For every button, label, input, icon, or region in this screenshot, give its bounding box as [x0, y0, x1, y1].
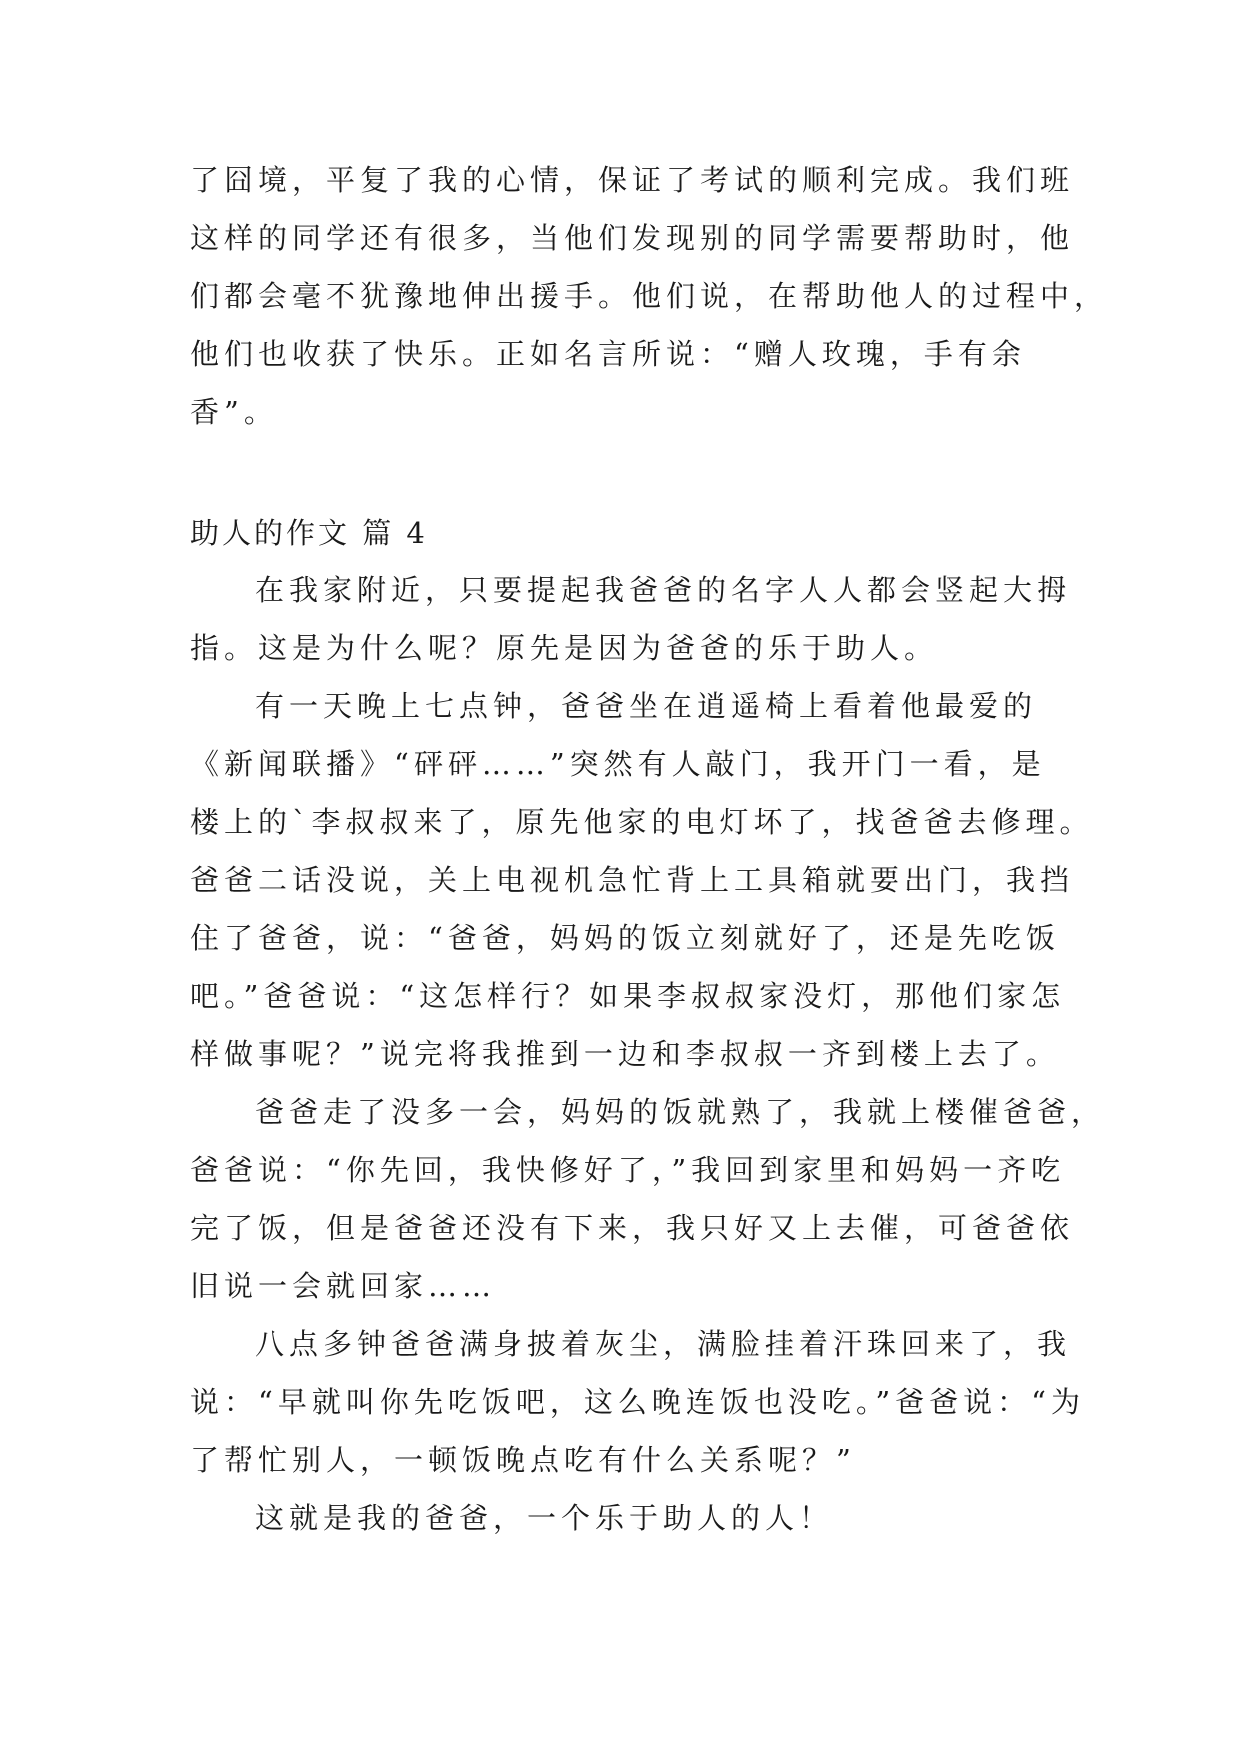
text-line: 八点多钟爸爸满身披着灰尘，满脸挂着汗珠回来了，我 — [255, 1327, 1072, 1361]
text-line: 说：“早就叫你先吃饭吧，这么晚连饭也没吃。”爸爸说：“为 — [190, 1385, 1085, 1419]
text-line: 他们也收获了快乐。正如名言所说：“赠人玫瑰，手有余 — [190, 337, 1026, 371]
text-line: 完了饭，但是爸爸还没有下来，我只好又上去催，可爸爸依 — [190, 1211, 1075, 1245]
text-line: 这就是我的爸爸，一个乐于助人的人！ — [255, 1501, 834, 1535]
text-line: 样做事呢？”说完将我推到一边和李叔叔一齐到楼上去了。 — [190, 1037, 1060, 1071]
section-title: 助人的作文 篇 4 — [190, 516, 428, 550]
text-line: 指。这是为什么呢？原先是因为爸爸的乐于助人。 — [190, 631, 939, 665]
text-line: 这样的同学还有很多，当他们发现别的同学需要帮助时，他 — [190, 221, 1075, 255]
text-line: 香”。 — [190, 395, 278, 429]
text-line: 们都会毫不犹豫地伸出援手。他们说，在帮助他人的过程中， — [190, 279, 1109, 313]
text-line: 楼上的`李叔叔来了，原先他家的电灯坏了，找爸爸去修理。 — [190, 805, 1094, 839]
text-line: 吧。”爸爸说：“这怎样行？如果李叔叔家没灯，那他们家怎 — [190, 979, 1066, 1013]
text-line: 了囧境，平复了我的心情，保证了考试的顺利完成。我们班 — [190, 163, 1075, 197]
text-line: 了帮忙别人，一顿饭晚点吃有什么关系呢？” — [190, 1443, 856, 1477]
text-line: 爸爸说：“你先回，我快修好了，”我回到家里和妈妈一齐吃 — [190, 1153, 1066, 1187]
text-line: 有一天晚上七点钟，爸爸坐在逍遥椅上看着他最爱的 — [255, 689, 1038, 723]
text-line: 爸爸走了没多一会，妈妈的饭就熟了，我就上楼催爸爸， — [255, 1095, 1106, 1129]
text-line: 《新闻联播》“砰砰……”突然有人敲门，我开门一看，是 — [190, 747, 1046, 781]
text-line: 在我家附近，只要提起我爸爸的名字人人都会竖起大拇 — [255, 573, 1072, 607]
text-line: 住了爸爸，说：“爸爸，妈妈的饭立刻就好了，还是先吃饭 — [190, 921, 1060, 955]
text-line: 旧说一会就回家…… — [190, 1269, 497, 1303]
text-line: 爸爸二话没说，关上电视机急忙背上工具箱就要出门，我挡 — [190, 863, 1075, 897]
